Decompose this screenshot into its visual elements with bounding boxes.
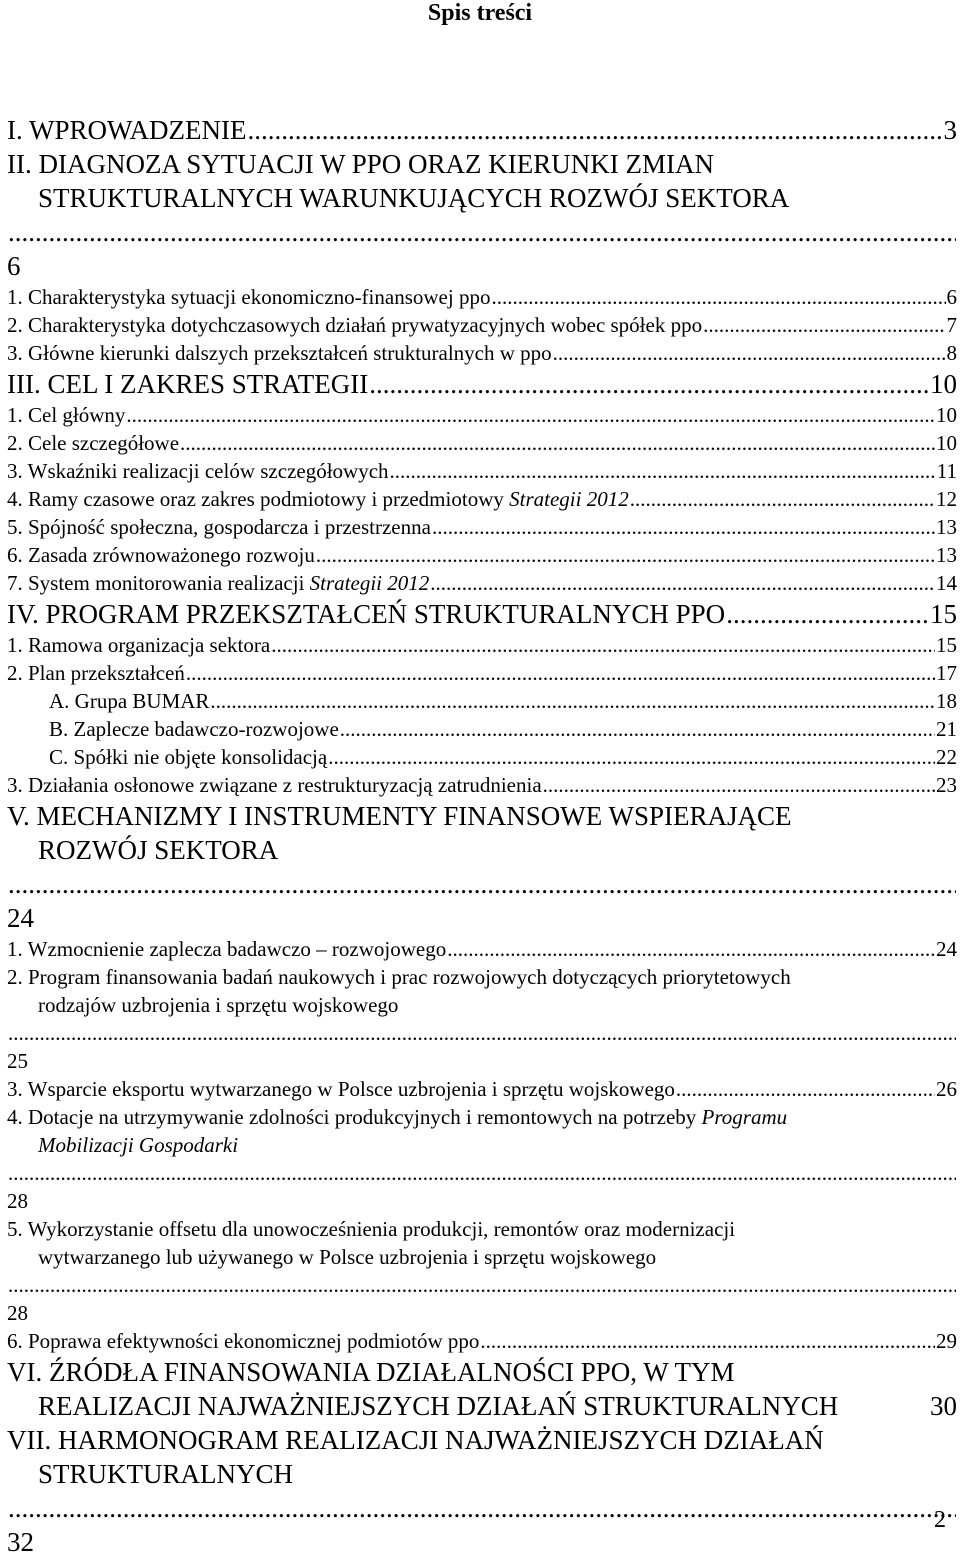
toc-page-number: 13 bbox=[936, 543, 957, 567]
toc-entry-text: 4. Dotacje na utrzymywanie zdolności produkcyjnych i remontowych na potrzeby bbox=[7, 1105, 702, 1129]
toc-entry-text: VI. ŹRÓDŁA FINANSOWANIA DZIAŁALNOŚCI PPO, W TYM bbox=[7, 1357, 735, 1387]
toc-entry-text: 7. System monitorowania realizacji bbox=[7, 571, 310, 595]
toc-entry-text: 1. Charakterystyka sytuacji ekonomiczno-finansowej ppo bbox=[7, 285, 491, 309]
page-number: 2 bbox=[934, 1507, 946, 1533]
toc-entry-line bbox=[7, 113, 246, 147]
toc-entry[interactable] bbox=[7, 1355, 957, 1423]
toc-page-number: 17 bbox=[936, 661, 957, 685]
dot-leader bbox=[703, 311, 945, 339]
toc-entry-line bbox=[7, 339, 552, 367]
dot-leader bbox=[210, 687, 935, 715]
dot-leader bbox=[480, 1327, 935, 1355]
table-of-contents bbox=[7, 113, 957, 1559]
toc-entry[interactable] bbox=[7, 541, 957, 569]
toc-entry-text: 6. Poprawa efektywności ekonomicznej podmiotów ppo bbox=[7, 1329, 480, 1353]
toc-entry-line bbox=[7, 991, 398, 1019]
toc-entry[interactable] bbox=[7, 631, 957, 659]
dot-leader bbox=[186, 659, 935, 687]
toc-page-number: 28 bbox=[7, 1189, 28, 1213]
toc-entry-line bbox=[7, 1103, 957, 1131]
toc-entry-text-italic: Mobilizacji Gospodarki bbox=[38, 1133, 239, 1157]
toc-entry-text: II. DIAGNOZA SYTUACJI W PPO ORAZ KIERUNKI ZMIAN bbox=[7, 149, 714, 179]
toc-entry[interactable] bbox=[7, 311, 957, 339]
dot-leader bbox=[553, 339, 946, 367]
toc-entry-line bbox=[7, 485, 629, 513]
toc-entry-text: V. MECHANIZMY I INSTRUMENTY FINANSOWE WSPIERAJĄCE bbox=[7, 801, 792, 831]
toc-entry-text: REALIZACJI NAJWAŻNIEJSZYCH DZIAŁAŃ STRUKTURALNYCH bbox=[38, 1391, 839, 1421]
toc-entry[interactable] bbox=[7, 687, 957, 715]
toc-entry-text: 5. Wykorzystanie offsetu dla unowocześnienia produkcji, remontów oraz modernizacji bbox=[7, 1217, 736, 1241]
toc-page-number: 21 bbox=[936, 717, 957, 741]
toc-entry[interactable] bbox=[7, 963, 957, 1075]
toc-entry-text-italic: Strategii 2012 bbox=[509, 487, 629, 511]
toc-entry-line bbox=[49, 687, 209, 715]
dot-leader bbox=[630, 485, 935, 513]
toc-entry-line bbox=[7, 569, 429, 597]
toc-entry[interactable] bbox=[7, 457, 957, 485]
toc-page-number: 29 bbox=[936, 1329, 957, 1353]
toc-entry[interactable] bbox=[7, 935, 957, 963]
dot-leader bbox=[8, 867, 956, 901]
toc-entry-text: A. Grupa BUMAR bbox=[49, 689, 210, 713]
dot-leader bbox=[543, 771, 935, 799]
toc-entry-line bbox=[7, 1457, 293, 1491]
toc-entry-text: 2. Cele szczegółowe bbox=[7, 431, 180, 455]
toc-entry-text: 3. Wsparcie eksportu wytwarzanego w Polsce uzbrojenia i sprzętu wojskowego bbox=[7, 1077, 675, 1101]
toc-entry[interactable] bbox=[7, 771, 957, 799]
toc-entry[interactable] bbox=[7, 597, 957, 631]
toc-entry[interactable] bbox=[7, 485, 957, 513]
dot-leader bbox=[369, 367, 929, 401]
toc-entry-line bbox=[7, 597, 725, 631]
dot-leader bbox=[491, 283, 945, 311]
toc-entry[interactable] bbox=[7, 367, 957, 401]
toc-entry-line bbox=[7, 541, 315, 569]
dot-leader bbox=[316, 541, 935, 569]
toc-page-number: 12 bbox=[936, 487, 957, 511]
toc-entry-text: 4. Ramy czasowe oraz zakres podmiotowy i przedmiotowy bbox=[7, 487, 510, 511]
toc-entry[interactable] bbox=[7, 429, 957, 457]
toc-entry-line bbox=[7, 1215, 957, 1243]
dot-leader bbox=[726, 597, 929, 631]
dot-leader bbox=[8, 1271, 956, 1299]
toc-entry-line bbox=[7, 935, 446, 963]
toc-page-number: 15 bbox=[936, 633, 957, 657]
toc-entry-text: C. Spółki nie objęte konsolidacją bbox=[49, 745, 328, 769]
toc-entry-line bbox=[49, 715, 339, 743]
toc-page-number: 10 bbox=[936, 403, 957, 427]
toc-entry-line bbox=[7, 833, 278, 867]
toc-page-number: 22 bbox=[936, 745, 957, 769]
toc-entry[interactable] bbox=[7, 147, 957, 283]
toc-entry[interactable] bbox=[7, 1215, 957, 1327]
toc-page-number: 30 bbox=[930, 1391, 957, 1421]
toc-page-number: 10 bbox=[930, 369, 957, 399]
dot-leader bbox=[8, 1019, 956, 1047]
toc-page-number: 26 bbox=[936, 1077, 957, 1101]
toc-entry-text: 5. Spójność społeczna, gospodarcza i przestrzenna bbox=[7, 515, 431, 539]
toc-entry-line bbox=[7, 513, 431, 541]
toc-page-number: 6 bbox=[7, 251, 21, 281]
toc-entry-text: 3. Główne kierunki dalszych przekształceń strukturalnych w ppo bbox=[7, 341, 552, 365]
toc-entry-text-italic: Strategii 2012 bbox=[309, 571, 430, 595]
toc-entry-line bbox=[7, 1243, 656, 1271]
toc-entry-line bbox=[7, 963, 957, 991]
toc-page-number: 24 bbox=[936, 937, 957, 961]
toc-page-number: 25 bbox=[7, 1049, 28, 1073]
toc-entry-text: ROZWÓJ SEKTORA bbox=[38, 835, 279, 865]
dot-leader bbox=[432, 513, 935, 541]
toc-entry-text: STRUKTURALNYCH bbox=[38, 1459, 294, 1489]
dot-leader bbox=[8, 1491, 956, 1525]
toc-entry[interactable] bbox=[7, 1103, 957, 1215]
toc-entry-line bbox=[7, 631, 270, 659]
toc-page-number: 7 bbox=[946, 313, 957, 337]
toc-page-number: 14 bbox=[936, 571, 957, 595]
dot-leader bbox=[271, 631, 935, 659]
toc-entry-line bbox=[7, 367, 368, 401]
toc-entry-text: 6. Zasada zrównoważonego rozwoju bbox=[7, 543, 315, 567]
toc-entry-text: 1. Ramowa organizacja sektora bbox=[7, 633, 271, 657]
toc-entry-line bbox=[7, 311, 702, 339]
toc-entry[interactable] bbox=[7, 113, 957, 147]
toc-entry[interactable] bbox=[7, 569, 957, 597]
toc-entry[interactable] bbox=[7, 1075, 957, 1103]
toc-entry-text: rodzajów uzbrojenia i sprzętu wojskowego bbox=[38, 993, 399, 1017]
toc-entry-text: 2. Program finansowania badań naukowych i prac rozwojowych dotyczących priorytetowych bbox=[7, 965, 791, 989]
toc-entry-text: III. CEL I ZAKRES STRATEGII bbox=[7, 369, 369, 399]
toc-entry[interactable] bbox=[7, 743, 957, 771]
toc-entry-text: 2. Plan przekształceń bbox=[7, 661, 185, 685]
dot-leader bbox=[340, 715, 935, 743]
toc-entry-text: wytwarzanego lub używanego w Polsce uzbrojenia i sprzętu wojskowego bbox=[38, 1245, 657, 1269]
toc-entry-line bbox=[7, 1389, 838, 1423]
toc-entry-text: I. WPROWADZENIE bbox=[7, 115, 247, 145]
toc-page-number: 10 bbox=[936, 431, 957, 455]
toc-entry-line bbox=[7, 401, 125, 429]
toc-entry-line bbox=[7, 147, 957, 181]
dot-leader bbox=[180, 429, 935, 457]
toc-entry-line bbox=[7, 659, 185, 687]
dot-leader bbox=[8, 215, 956, 249]
dot-leader bbox=[247, 113, 942, 147]
toc-entry-line bbox=[7, 181, 789, 215]
toc-page-number: 23 bbox=[936, 773, 957, 797]
toc-page-number: 15 bbox=[930, 599, 957, 629]
toc-page-number: 6 bbox=[946, 285, 957, 309]
toc-entry[interactable] bbox=[7, 401, 957, 429]
toc-entry-line bbox=[49, 743, 327, 771]
dot-leader bbox=[8, 1159, 956, 1187]
toc-entry-text: 3. Wskaźniki realizacji celów szczegółowych bbox=[7, 459, 389, 483]
dot-leader bbox=[126, 401, 935, 429]
toc-page-number: 32 bbox=[7, 1527, 34, 1557]
toc-entry-line bbox=[7, 429, 179, 457]
toc-entry-text: 1. Cel główny bbox=[7, 403, 126, 427]
page-title: Spis treści bbox=[427, 0, 533, 26]
toc-entry-line bbox=[7, 283, 490, 311]
toc-entry-text: B. Zaplecze badawczo-rozwojowe bbox=[49, 717, 339, 741]
toc-entry-line bbox=[7, 799, 957, 833]
toc-entry-text: VII. HARMONOGRAM REALIZACJI NAJWAŻNIEJSZYCH DZIAŁAŃ bbox=[7, 1425, 824, 1455]
dot-leader bbox=[390, 457, 936, 485]
dot-leader bbox=[430, 569, 935, 597]
toc-page-number: 3 bbox=[943, 115, 957, 145]
toc-entry[interactable] bbox=[7, 1327, 957, 1355]
dot-leader bbox=[447, 935, 935, 963]
toc-entry-line bbox=[7, 771, 542, 799]
toc-entry[interactable] bbox=[7, 339, 957, 367]
toc-entry-text: STRUKTURALNYCH WARUNKUJĄCYCH ROZWÓJ SEKTORA bbox=[38, 183, 790, 213]
toc-entry[interactable] bbox=[7, 283, 957, 311]
toc-entry[interactable] bbox=[7, 1423, 957, 1559]
toc-page-number: 28 bbox=[7, 1301, 28, 1325]
toc-entry-text: 1. Wzmocnienie zaplecza badawczo – rozwojowego bbox=[7, 937, 447, 961]
toc-entry-text-italic: Programu bbox=[701, 1105, 788, 1129]
toc-page-number: 24 bbox=[7, 903, 34, 933]
toc-page-number: 11 bbox=[936, 459, 957, 483]
toc-entry-line bbox=[7, 1355, 957, 1389]
toc-entry-line bbox=[7, 1327, 479, 1355]
toc-page-number: 8 bbox=[946, 341, 957, 365]
toc-entry-line bbox=[7, 1075, 675, 1103]
toc-page-number: 18 bbox=[936, 689, 957, 713]
toc-entry-line bbox=[7, 1131, 238, 1159]
toc-entry-line bbox=[7, 1423, 957, 1457]
toc-entry-text: 3. Działania osłonowe związane z restrukturyzacją zatrudnienia bbox=[7, 773, 542, 797]
toc-entry[interactable] bbox=[7, 513, 957, 541]
toc-entry-line bbox=[7, 457, 389, 485]
toc-page-number: 13 bbox=[936, 515, 957, 539]
toc-entry-text: IV. PROGRAM PRZEKSZTAŁCEŃ STRUKTURALNYCH PPO bbox=[7, 599, 726, 629]
dot-leader bbox=[328, 743, 935, 771]
toc-entry-text: 2. Charakterystyka dotychczasowych działań prywatyzacyjnych wobec spółek ppo bbox=[7, 313, 703, 337]
toc-entry[interactable] bbox=[7, 715, 957, 743]
toc-entry[interactable] bbox=[7, 799, 957, 935]
toc-entry[interactable] bbox=[7, 659, 957, 687]
dot-leader bbox=[676, 1075, 935, 1103]
